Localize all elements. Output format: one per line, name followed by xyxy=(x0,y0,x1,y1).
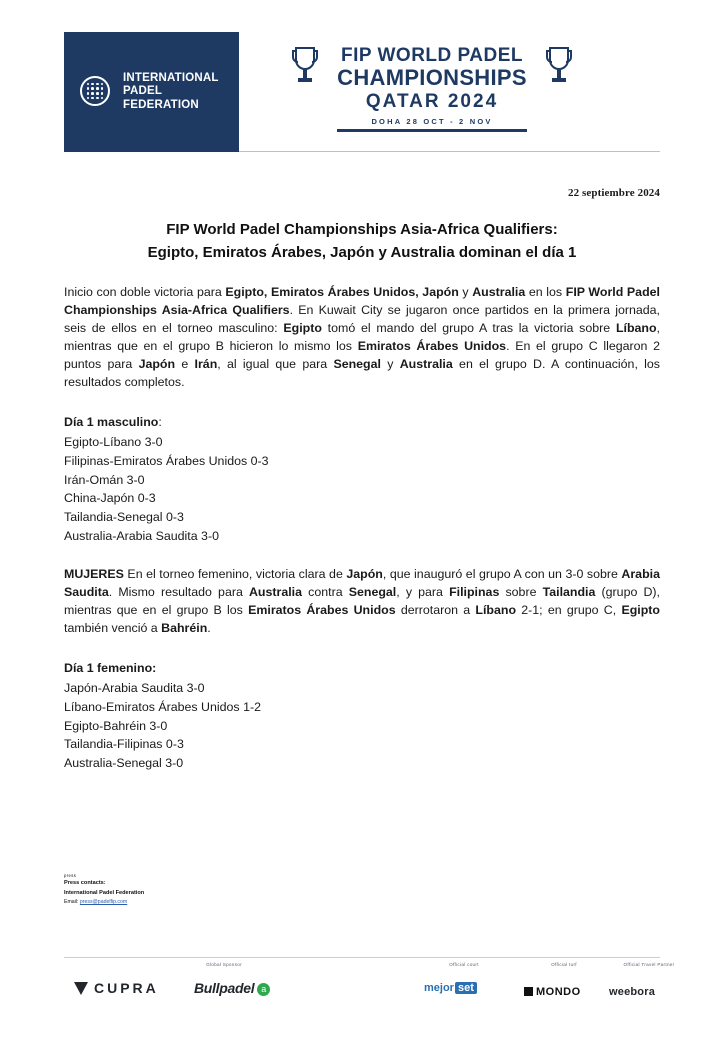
official-court-label: Official court xyxy=(449,962,479,967)
sponsor-mejorset xyxy=(424,978,477,996)
list-item: China-Japón 0-3 xyxy=(64,491,156,506)
press-contact-org: International Padel Federation xyxy=(64,889,145,896)
list-item: Irán-Omán 3-0 xyxy=(64,472,145,487)
press-contact-label: Press contacts: xyxy=(64,880,106,887)
championship-line-3: QATAR 2024 xyxy=(365,91,499,113)
press-contact-tiny-label: press xyxy=(64,873,77,878)
email-link[interactable]: press@padelfip.com xyxy=(79,899,128,906)
official-turf-label: Official turf xyxy=(551,962,577,967)
ipf-logo-block xyxy=(64,32,239,152)
list-item: Líbano-Emiratos Árabes Unidos 1-2 xyxy=(64,699,261,714)
women-paragraph: MUJERES En el torneo femenino, victoria clara de Japón, que inauguró el grupo A con un 3-0 sobre Arabia Saudita. Mismo resultado para Australia contra Senegal, y para Filipinas sobre Tailandia (grupo D), mientras que en el grupo B los Emiratos Árabes Unidos derrotaron a Líbano 2-1; en grupo C, Egipto también venció a Bahréin. xyxy=(64,566,660,635)
list-item: Tailandia-Filipinas 0-3 xyxy=(64,737,184,752)
ipf-logo-text xyxy=(123,72,219,113)
list-item: Egipto-Bahréin 3-0 xyxy=(64,718,168,733)
header-divider xyxy=(239,151,660,152)
trophy-icon-right xyxy=(546,44,572,116)
page-title-line-2: Egipto, Emiratos Árabes, Japón y Australia dominan el día 1 xyxy=(147,243,577,261)
championship-rule xyxy=(337,129,527,132)
sponsor-mondo xyxy=(524,982,581,1000)
page-title-line-1: FIP World Padel Championships Asia-Africa Qualifiers: xyxy=(166,221,558,238)
men-section-heading-rest: : xyxy=(158,414,162,429)
bullpadel-ball-icon: a xyxy=(257,983,270,996)
mondo-label: MONDO xyxy=(536,986,581,998)
sponsor-row xyxy=(64,962,675,1006)
email-prefix: Email: xyxy=(64,899,80,906)
document-page xyxy=(0,32,724,1056)
press-contact-email-line xyxy=(64,898,144,907)
list-item: Japón-Arabia Saudita 3-0 xyxy=(64,680,205,695)
list-item: Tailandia-Senegal 0-3 xyxy=(64,510,184,525)
ipf-logo-line-3: FEDERATION xyxy=(123,98,199,111)
official-travel-partner-label: Official Travel Partner xyxy=(623,962,675,967)
intro-paragraph: Inicio con doble victoria para Egipto, Emiratos Árabes Unidos, Japón y Australia en los FIP World Padel Championships Asia-Africa Qualifiers. En Kuwait City se jugaron once partidos en la primera jornada, seis de ellos en el torneo masculino: Egipto tomó el mando del grupo A tras la victoria sobre Líbano, mientras que en el grupo B hicieron lo mismo los Emiratos Árabes Unidos. En el grupo C llegaron 2 puntos para Japón e Irán, al igual que para Senegal y Australia en el grupo D. A continuación, los resultados completos. xyxy=(64,285,661,389)
document-header xyxy=(64,32,660,152)
ipf-logo-line-2: PADEL xyxy=(123,85,163,98)
weebora-label: weebora xyxy=(609,986,656,998)
trophy-icon-left xyxy=(292,44,318,116)
global-sponsor-label: Global Sponsor xyxy=(206,962,242,967)
championship-logo xyxy=(322,46,542,132)
mejorset-word: mejor xyxy=(424,982,454,994)
ipf-logo-line-1: INTERNATIONAL xyxy=(123,71,219,84)
men-results-list xyxy=(64,433,660,546)
men-section-heading-bold: Día 1 masculino xyxy=(64,414,159,429)
mejorset-set-word: set xyxy=(455,982,477,994)
cupra-label: CUPRA xyxy=(94,980,159,996)
sponsor-weebora xyxy=(609,982,655,1000)
mondo-square-icon xyxy=(524,987,533,996)
championship-line-4: DOHA 28 OCT - 2 NOV xyxy=(371,116,493,126)
list-item: Australia-Arabia Saudita 3-0 xyxy=(64,529,219,544)
bullpadel-label: Bullpadel xyxy=(194,980,255,996)
page-title xyxy=(64,219,660,264)
championship-line-2: CHAMPIONSHIPS xyxy=(337,64,527,90)
men-section-heading xyxy=(64,414,660,432)
list-item: Filipinas-Emiratos Árabes Unidos 0-3 xyxy=(64,453,269,468)
women-section-heading: Día 1 femenino: xyxy=(64,660,157,675)
sponsor-footer xyxy=(64,957,675,1030)
list-item: Egipto-Líbano 3-0 xyxy=(64,434,163,449)
cupra-icon xyxy=(74,982,88,995)
mejorset-label xyxy=(424,982,477,994)
press-contact-block xyxy=(64,872,144,907)
list-item: Australia-Senegal 3-0 xyxy=(64,756,184,771)
sponsor-cupra xyxy=(74,980,159,998)
document-date: 22 septiembre 2024 xyxy=(567,187,660,199)
women-results-list xyxy=(64,679,660,773)
championship-line-1: FIP WORLD PADEL xyxy=(340,45,524,66)
sponsor-bullpadel xyxy=(194,980,270,998)
padel-racket-icon xyxy=(78,74,114,110)
